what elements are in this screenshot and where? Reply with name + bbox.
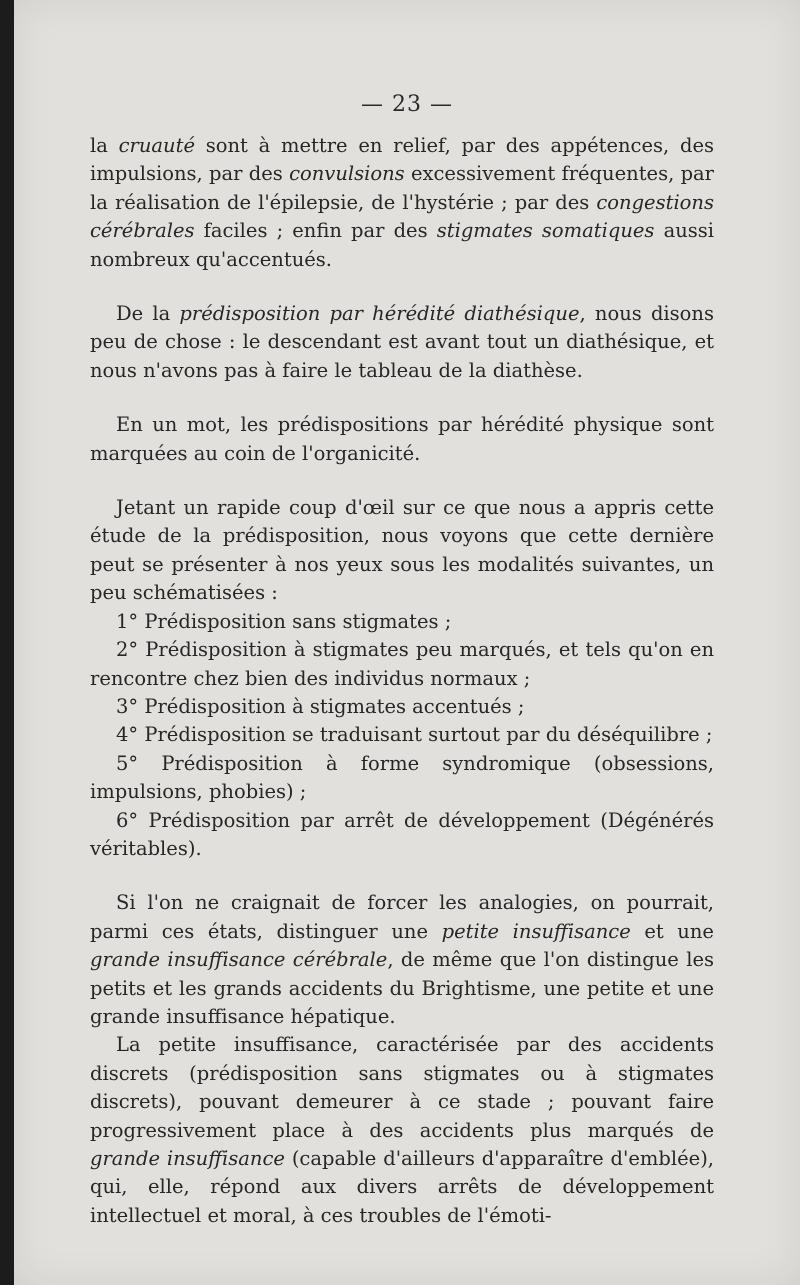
italic-term: grande insuffisance [90, 1147, 285, 1170]
italic-term: petite insuffisance [441, 919, 631, 943]
text-run: , nous disons peu de chose : le descendant est avant tout un diathésique, et nous n'avons pas à faire le tableau de la diathèse. [90, 302, 714, 382]
text-run: et une [630, 919, 714, 943]
text-run: faciles ; enfin par des [194, 219, 437, 243]
text-run: excessivement fréquentes, par la réalisation de l'épilepsie, de l'hystérie ; par des [90, 162, 714, 214]
text-run: la [90, 134, 119, 157]
italic-term: congestions cérébrales [90, 190, 714, 243]
text-run: (capable d'ailleurs d'apparaître d'emblée), qui, elle, répond aux divers arrêts de développement intellectuel et moral, à ces troubles de l'émoti- [90, 1147, 714, 1227]
italic-term: grande insuffisance cérébrale [90, 948, 388, 972]
book-page [14, 0, 800, 1285]
paragraph-summary: En un mot, les prédispositions par hérédité physique sont marquées au coin de l'organicité. [90, 413, 714, 465]
text-run: La petite insuffisance, caractérisée par des accidents discrets (prédisposition sans stigmates ou à stigmates discrets), pouvant demeurer à ce stade ; pouvant faire progressivement place à des accidents plus marqués de [90, 1033, 714, 1142]
list-item: 6° Prédisposition par arrêt de développement (Dégénérés véritables). [90, 808, 714, 860]
text-run: Si l'on ne craignait de forcer les analogies, on pourrait, parmi ces états, distinguer une [90, 891, 714, 943]
paragraph-petite-insuffisance [90, 1031, 714, 1230]
italic-term: convulsions [289, 162, 405, 186]
paragraph-insuffisance [90, 889, 714, 1031]
paragraph-diathesique [90, 300, 714, 385]
list-item: 4° Prédisposition se traduisant surtout par du déséquilibre ; [116, 723, 713, 747]
list-item: 1° Prédisposition sans stigmates ; [116, 609, 452, 633]
list-item: 5° Prédisposition à forme syndromique (obsessions, impulsions, phobies) ; [90, 751, 714, 804]
paragraph-continuation [90, 132, 714, 274]
list-item: 2° Prédisposition à stigmates peu marqués, et tels qu'on en rencontre chez bien des individus normaux ; [90, 638, 714, 690]
list-item: 3° Prédisposition à stigmates accentués ; [116, 694, 525, 718]
page-body [90, 132, 714, 1230]
text-run: De la [116, 302, 180, 326]
paragraph-modalites: Jetant un rapide coup d'œil sur ce que nous a appris cette étude de la prédisposition, nous voyons que cette dernière peut se présenter à nos yeux sous les modalités suivantes, un peu schématisées : [90, 496, 714, 605]
italic-term: prédisposition par hérédité diathésique [179, 302, 580, 326]
text-run: aussi nombreux qu'accentués. [90, 219, 715, 271]
italic-term: stigmates somatiques [436, 219, 655, 243]
text-run: , de même que l'on distingue les petits et les grands accidents du Brightisme, une petite et une grande insuffisance hépatique. [90, 948, 714, 1028]
text-run: sont à mettre en relief, par des appétences, des impulsions, par des [90, 134, 714, 186]
italic-term: cruauté [118, 134, 195, 157]
page-number: — 23 — [361, 92, 453, 117]
